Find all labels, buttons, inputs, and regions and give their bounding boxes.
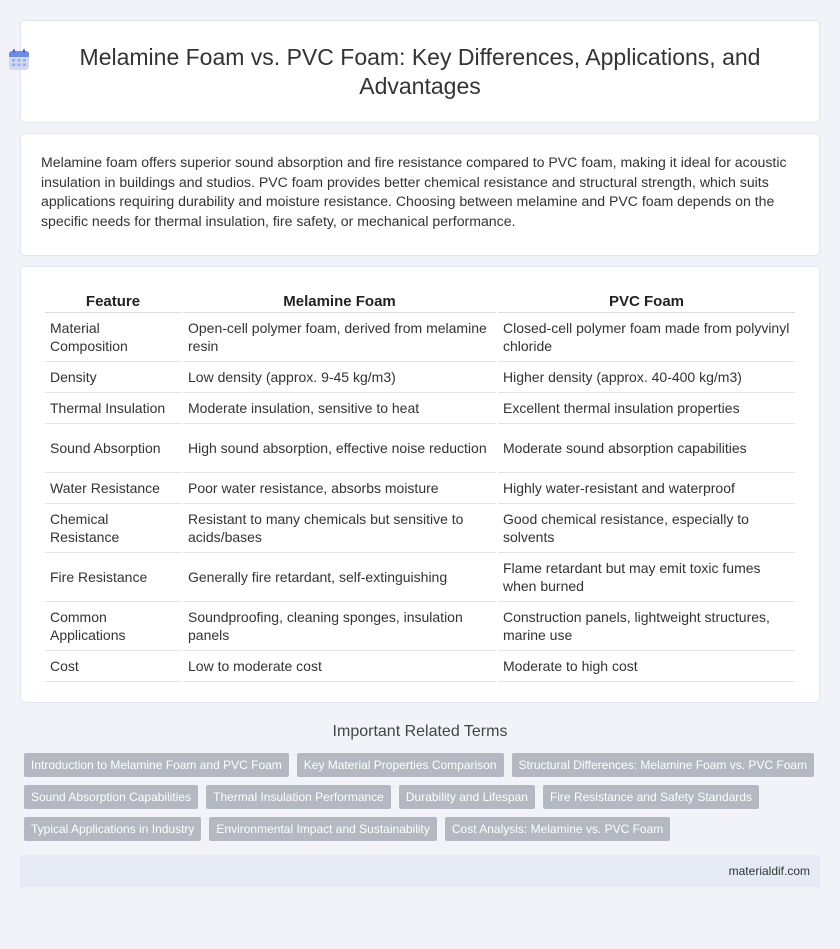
- intro-text: Melamine foam offers superior sound absorption and fire resistance compared to PVC foam, making it ideal for acoustic insulation in buildings and studios. PVC foam provides better chemical resistance and structural strength, which suits applications requiring durability and moisture resistance. Choosing between melamine and PVC foam depends on the specific needs for thermal insulation, fire safety, or mechanical performance.: [41, 154, 787, 229]
- table-row: [45, 651, 795, 682]
- related-term-tag[interactable]: Durability and Lifespan: [399, 785, 535, 809]
- related-term-tag[interactable]: Typical Applications in Industry: [24, 817, 201, 841]
- title-card: [20, 20, 820, 123]
- cell-pvc: Good chemical resistance, especially to solvents: [498, 504, 795, 553]
- related-term-tag[interactable]: Sound Absorption Capabilities: [24, 785, 198, 809]
- footer: [20, 855, 820, 887]
- cell-pvc: Construction panels, lightweight structures, marine use: [498, 602, 795, 651]
- header-pvc: PVC Foam: [498, 287, 795, 313]
- cell-melamine: Low density (approx. 9-45 kg/m3): [183, 362, 496, 393]
- cell-pvc: Moderate sound absorption capabilities: [498, 424, 795, 473]
- related-term-tag[interactable]: Environmental Impact and Sustainability: [209, 817, 436, 841]
- related-terms-list: [24, 753, 816, 841]
- related-term-tag[interactable]: Structural Differences: Melamine Foam vs. PVC Foam: [512, 753, 815, 777]
- cell-feature: Water Resistance: [45, 473, 181, 504]
- cell-feature: Fire Resistance: [45, 553, 181, 602]
- cell-pvc: Moderate to high cost: [498, 651, 795, 682]
- cell-feature: Thermal Insulation: [45, 393, 181, 424]
- table-row: [45, 473, 795, 504]
- table-row: [45, 504, 795, 553]
- related-term-tag[interactable]: Fire Resistance and Safety Standards: [543, 785, 759, 809]
- footer-site-link[interactable]: materialdif.com: [728, 864, 810, 878]
- cell-pvc: Higher density (approx. 40-400 kg/m3): [498, 362, 795, 393]
- cell-feature: Chemical Resistance: [45, 504, 181, 553]
- header-melamine: Melamine Foam: [183, 287, 496, 313]
- cell-pvc: Flame retardant but may emit toxic fumes when burned: [498, 553, 795, 602]
- related-term-tag[interactable]: Cost Analysis: Melamine vs. PVC Foam: [445, 817, 670, 841]
- table-row: [45, 602, 795, 651]
- cell-pvc: Closed-cell polymer foam made from polyvinyl chloride: [498, 313, 795, 362]
- title-wrap: [55, 43, 785, 101]
- related-term-tag[interactable]: Introduction to Melamine Foam and PVC Foam: [24, 753, 289, 777]
- header-feature: Feature: [45, 287, 181, 313]
- table-row: [45, 313, 795, 362]
- related-term-tag[interactable]: Key Material Properties Comparison: [297, 753, 504, 777]
- intro-card: [20, 133, 820, 256]
- comparison-card: [20, 266, 820, 703]
- comparison-table: [43, 287, 797, 682]
- cell-feature: Material Composition: [45, 313, 181, 362]
- table-row: [45, 424, 795, 473]
- cell-feature: Common Applications: [45, 602, 181, 651]
- calendar-icon: [7, 48, 31, 72]
- cell-pvc: Excellent thermal insulation properties: [498, 393, 795, 424]
- cell-melamine: High sound absorption, effective noise reduction: [183, 424, 496, 473]
- cell-feature: Density: [45, 362, 181, 393]
- cell-melamine: Low to moderate cost: [183, 651, 496, 682]
- cell-melamine: Open-cell polymer foam, derived from melamine resin: [183, 313, 496, 362]
- cell-feature: Cost: [45, 651, 181, 682]
- cell-melamine: Poor water resistance, absorbs moisture: [183, 473, 496, 504]
- related-term-tag[interactable]: Thermal Insulation Performance: [206, 785, 391, 809]
- table-row: [45, 393, 795, 424]
- page-title: Melamine Foam vs. PVC Foam: Key Differences, Applications, and Advantages: [79, 43, 761, 99]
- cell-melamine: Soundproofing, cleaning sponges, insulation panels: [183, 602, 496, 651]
- table-row: [45, 362, 795, 393]
- cell-melamine: Generally fire retardant, self-extinguishing: [183, 553, 496, 602]
- table-header-row: [45, 287, 795, 313]
- cell-pvc: Highly water-resistant and waterproof: [498, 473, 795, 504]
- cell-melamine: Moderate insulation, sensitive to heat: [183, 393, 496, 424]
- table-row: [45, 553, 795, 602]
- cell-feature: Sound Absorption: [45, 424, 181, 473]
- cell-melamine: Resistant to many chemicals but sensitive to acids/bases: [183, 504, 496, 553]
- related-terms-title: Important Related Terms: [332, 723, 508, 740]
